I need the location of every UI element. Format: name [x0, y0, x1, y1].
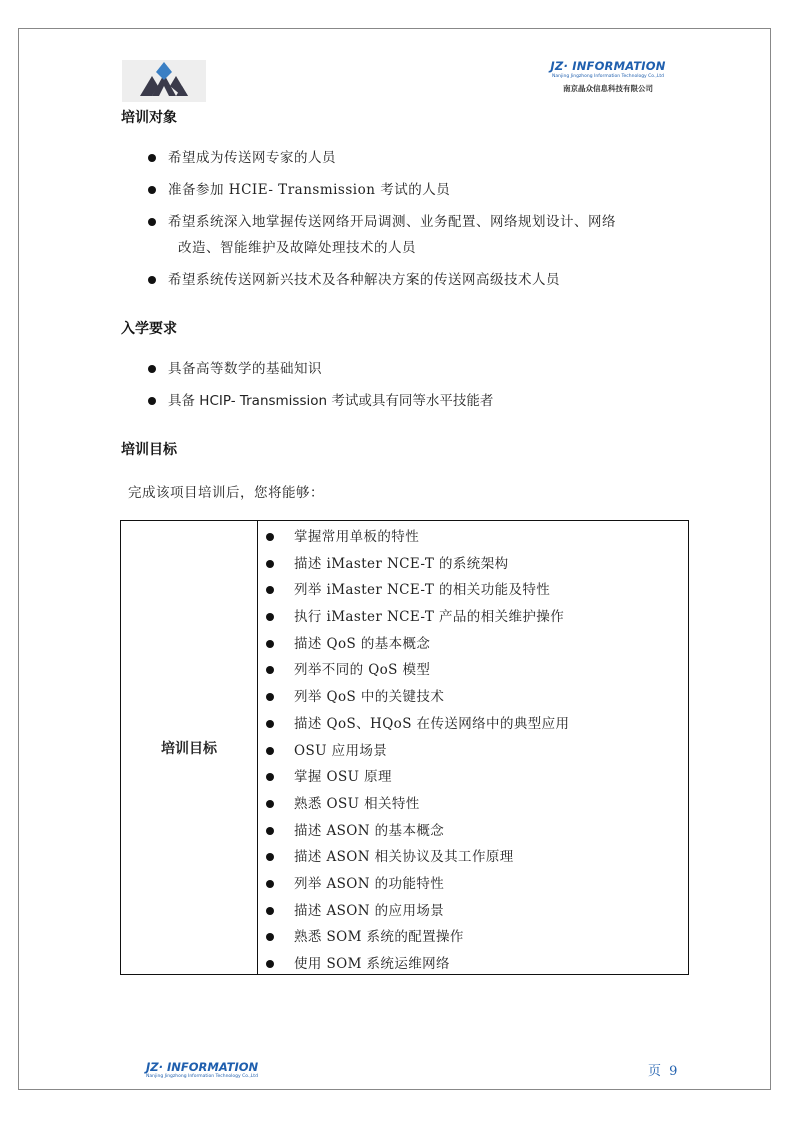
- bullet-icon: [266, 773, 274, 781]
- goal-item-text: 掌握常用单板的特性: [294, 529, 420, 545]
- list-item: 希望系统深入地掌握传送网络开局调测、业务配置、网络规划设计、网络 改造、智能维护及故障处理技术的人员: [148, 209, 616, 261]
- goal-item: [258, 844, 688, 871]
- audience-list: [148, 145, 616, 293]
- section-heading-goals: 培训目标: [121, 442, 177, 458]
- goal-item: [258, 951, 688, 978]
- bullet-icon: [148, 218, 156, 226]
- bullet-icon: [266, 693, 274, 701]
- bullet-icon: [266, 586, 274, 594]
- bullet-icon: [266, 907, 274, 915]
- page-number: 页 9: [648, 1064, 680, 1079]
- goal-item-text: 描述 iMaster NCE-T 的系统架构: [294, 555, 509, 572]
- goal-item-text: 描述 QoS、HQoS 在传送网络中的典型应用: [294, 715, 570, 732]
- brand-logo-header: [548, 59, 668, 94]
- goal-item-text: 熟悉 OSU 相关特性: [294, 795, 420, 812]
- goals-intro: 完成该项目培训后，您将能够：: [128, 485, 324, 501]
- goal-item: [258, 551, 688, 578]
- company-name-cn: 南京晶众信息科技有限公司: [563, 84, 653, 93]
- goal-item: [258, 657, 688, 684]
- goal-item: [258, 524, 688, 551]
- goal-item-text: 熟悉 SOM 系统的配置操作: [294, 929, 464, 946]
- list-item: 具备高等数学的基础知识: [148, 356, 493, 382]
- goal-item-text: 描述 QoS 的基本概念: [294, 635, 431, 652]
- bullet-icon: [266, 853, 274, 861]
- bullet-icon: [148, 276, 156, 284]
- brand-logo-footer: [146, 1060, 258, 1079]
- list-item: 希望系统传送网新兴技术及各种解决方案的传送网高级技术人员: [148, 267, 616, 293]
- goal-item: [258, 764, 688, 791]
- goal-item-text: 掌握 OSU 原理: [294, 769, 392, 786]
- brand-subtitle: Nanjing Jingzhong Information Technology Co.,Ltd: [552, 74, 664, 79]
- goal-item: [258, 818, 688, 845]
- bullet-icon: [148, 365, 156, 373]
- goal-item-text: 执行 iMaster NCE-T 产品的相关维护操作: [294, 609, 565, 626]
- bullet-icon: [266, 666, 274, 674]
- goal-item-text: 列举 ASON 的功能特性: [294, 875, 445, 892]
- goal-item-text: 列举 iMaster NCE-T 的相关功能及特性: [294, 582, 551, 599]
- goal-item: [258, 604, 688, 631]
- goal-item-text: 列举 QoS 中的关键技术: [294, 689, 445, 706]
- brand-name: JZ· INFORMATION: [550, 59, 666, 73]
- bullet-icon: [266, 640, 274, 648]
- list-item: 希望成为传送网专家的人员: [148, 145, 616, 171]
- goal-item-text: 描述 ASON 的应用场景: [294, 902, 445, 919]
- goal-item: [258, 711, 688, 738]
- goal-item: [258, 898, 688, 925]
- bullet-icon: [266, 827, 274, 835]
- bullet-icon: [266, 933, 274, 941]
- bullet-icon: [266, 720, 274, 728]
- goals-table-label: 培训目标: [121, 521, 258, 974]
- section-heading-audience: 培训对象: [121, 110, 177, 126]
- goals-table: [120, 520, 689, 975]
- goals-table-items: [258, 521, 688, 974]
- goal-item-text: 使用 SOM 系统运维网络: [294, 956, 450, 972]
- bullet-icon: [148, 397, 156, 405]
- bullet-icon: [266, 880, 274, 888]
- company-logo-icon: [122, 60, 206, 102]
- bullet-icon: [148, 154, 156, 162]
- footer-brand-name: JZ· INFORMATION: [146, 1060, 259, 1074]
- bullet-icon: [148, 186, 156, 194]
- requirements-list: [148, 356, 493, 414]
- bullet-icon: [266, 747, 274, 755]
- list-item: 准备参加 HCIE- Transmission 考试的人员: [148, 177, 616, 203]
- goal-item-text: 描述 ASON 相关协议及其工作原理: [294, 849, 514, 866]
- goal-item: [258, 684, 688, 711]
- section-heading-requirements: 入学要求: [121, 321, 177, 337]
- goal-item: [258, 924, 688, 951]
- list-item: 具备 HCIP- Transmission 考试或具有同等水平技能者: [148, 388, 493, 414]
- goal-item-text: 列举不同的 QoS 模型: [294, 662, 431, 679]
- bullet-icon: [266, 960, 274, 968]
- bullet-icon: [266, 613, 274, 621]
- goal-item: [258, 577, 688, 604]
- goal-item: [258, 631, 688, 658]
- goal-item: [258, 871, 688, 898]
- footer-brand-subtitle: Nanjing Jingzhong Information Technology Co.,Ltd: [146, 1074, 258, 1079]
- bullet-icon: [266, 560, 274, 568]
- goal-item: [258, 791, 688, 818]
- bullet-icon: [266, 533, 274, 541]
- bullet-icon: [266, 800, 274, 808]
- goal-item: [258, 738, 688, 765]
- goal-item-text: 描述 ASON 的基本概念: [294, 822, 445, 839]
- goal-item-text: OSU 应用场景: [294, 742, 388, 759]
